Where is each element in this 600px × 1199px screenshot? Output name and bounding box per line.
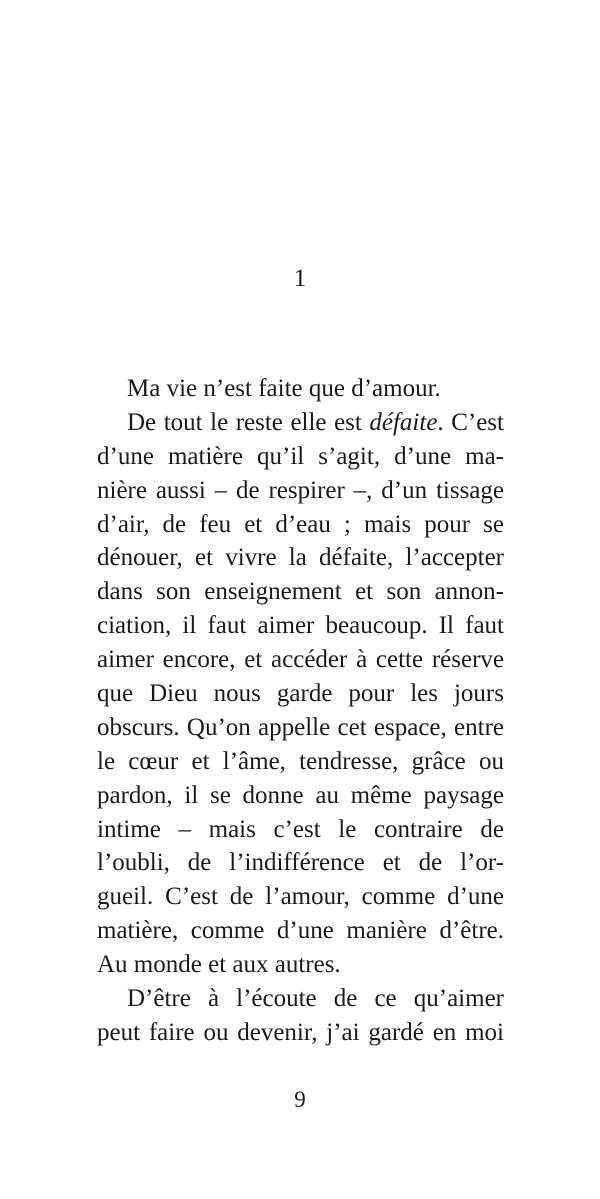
paragraph-2-line-1: [97, 406, 504, 440]
body-text: [97, 372, 504, 1050]
paragraph-2-line-15: gueil. C’est de l’amour, comme d’une: [97, 883, 504, 911]
italic-word-defaite: défaite: [369, 408, 438, 436]
paragraph-1-line-1: Ma vie n’est faite que d’amour.: [127, 375, 441, 402]
paragraph-2-line-13: intime – mais c’est le contraire de: [97, 815, 504, 843]
paragraph-2-line-9: que Dieu nous garde pour les jours: [97, 680, 504, 708]
paragraph-2-line-3: nière aussi – de respirer –, d’un tissage: [97, 476, 504, 504]
paragraph-2-line-2: d’une matière qu’il s’agit, d’une ma-: [97, 442, 504, 470]
paragraph-2-line-4: d’air, de feu et d’eau ; mais pour se: [97, 510, 504, 538]
chapter-number: 1: [293, 265, 307, 292]
page-number: 9: [294, 1087, 306, 1112]
paragraph-2-line-12: pardon, il se donne au même paysage: [97, 781, 504, 809]
paragraph-2-line-6: dans son enseignement et son annon-: [97, 578, 504, 606]
paragraph-2-line-11: le cœur et l’âme, tendresse, grâce ou: [97, 747, 504, 775]
paragraph-2-line-7: ciation, il faut aimer beaucoup. Il faut: [97, 612, 504, 640]
paragraph-3-line-1: D’être à l’écoute de ce qu’aimer: [127, 985, 504, 1013]
paragraph-2-line-8: aimer encore, et accéder à cette réserve: [97, 646, 504, 674]
text-run: De tout le reste elle est: [127, 408, 370, 436]
paragraph-2-line-5: dénouer, et vivre la défaite, l’accepter: [97, 544, 504, 572]
paragraph-2-line-17: Au monde et aux autres.: [97, 951, 341, 979]
paragraph-2-line-14: l’oubli, de l’indifférence et de l’or-: [97, 849, 504, 877]
paragraph-2-line-16: matière, comme d’une manière d’être.: [97, 917, 504, 945]
text-run: . C’est: [437, 408, 504, 436]
paragraph-3-line-2: peut faire ou devenir, j’ai gardé en moi: [97, 1018, 504, 1046]
paragraph-2-line-10: obscurs. Qu’on appelle cet espace, entre: [97, 713, 504, 741]
